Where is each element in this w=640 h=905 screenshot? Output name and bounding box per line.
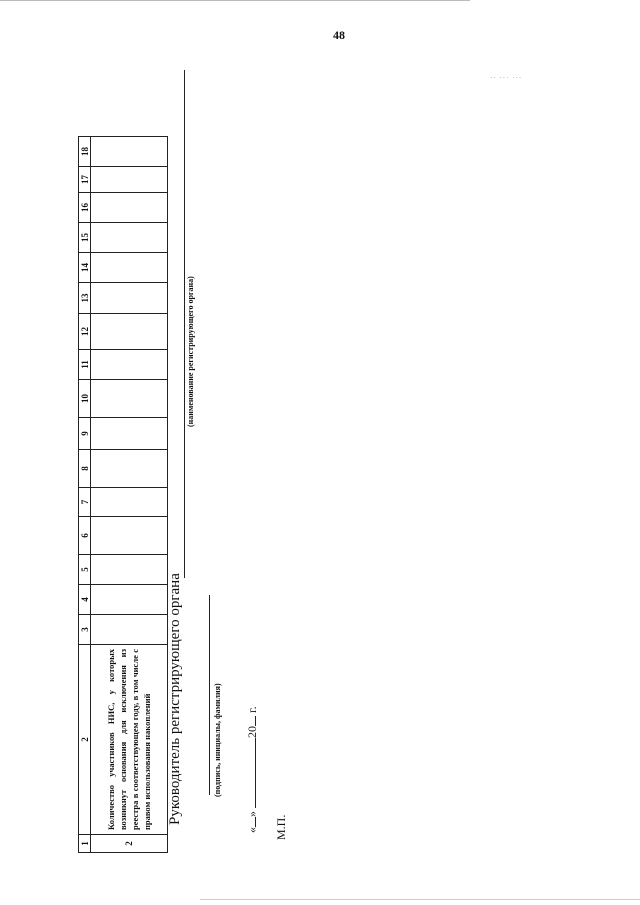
date-field (244, 706, 260, 833)
empty-cell[interactable] (91, 488, 168, 517)
empty-cell[interactable] (91, 450, 168, 488)
date-open-quote: « (245, 827, 259, 833)
table-header-row (79, 137, 91, 853)
seal-placeholder: М.П. (274, 814, 288, 840)
header-cell: 1 (79, 835, 91, 853)
empty-cell[interactable] (91, 137, 168, 167)
date-day-blank[interactable] (244, 817, 256, 827)
register-table (78, 136, 168, 853)
header-cell: 2 (79, 645, 91, 835)
header-cell: 4 (79, 585, 91, 615)
date-year-prefix: 20 (245, 726, 259, 738)
header-cell: 7 (79, 488, 91, 517)
empty-cell[interactable] (91, 585, 168, 615)
official-title: Руководитель регистрирующего органа (167, 573, 183, 825)
empty-cell[interactable] (91, 418, 168, 450)
header-cell: 13 (79, 283, 91, 314)
org-name-caption: (наименование регистрирующего органа) (186, 276, 195, 427)
header-cell: 16 (79, 193, 91, 223)
header-cell: 10 (79, 380, 91, 418)
empty-cell[interactable] (91, 253, 168, 283)
empty-cell[interactable] (91, 350, 168, 380)
row-description: Количество участников НИС, у которых возникнут основания для исключения из реестра в соответствующем году, в том числе с правом использования накоплений (91, 645, 168, 835)
empty-cell[interactable] (91, 167, 168, 193)
page-number: 48 (333, 28, 345, 42)
empty-cell[interactable] (91, 223, 168, 253)
header-cell: 8 (79, 450, 91, 488)
header-cell: 6 (79, 517, 91, 555)
header-cell: 9 (79, 418, 91, 450)
table-row (91, 137, 168, 853)
signature-line[interactable] (209, 595, 210, 795)
header-cell: 3 (79, 615, 91, 645)
empty-cell[interactable] (91, 555, 168, 585)
empty-cell[interactable] (91, 615, 168, 645)
scan-noise-mark: ·· ··· ··· (490, 74, 523, 82)
date-month-blank[interactable] (244, 738, 256, 808)
header-cell: 5 (79, 555, 91, 585)
header-cell: 18 (79, 137, 91, 167)
header-cell: 12 (79, 314, 91, 350)
header-cell: 11 (79, 350, 91, 380)
empty-cell[interactable] (91, 314, 168, 350)
empty-cell[interactable] (91, 517, 168, 555)
signature-caption: (подпись, инициалы, фамилия) (213, 683, 222, 797)
empty-cell[interactable] (91, 283, 168, 314)
header-cell: 17 (79, 167, 91, 193)
empty-cell[interactable] (91, 193, 168, 223)
empty-cell[interactable] (91, 380, 168, 418)
date-year-blank[interactable] (244, 716, 256, 726)
header-cell: 14 (79, 253, 91, 283)
date-close-quote: » (245, 811, 259, 817)
date-suffix: г. (245, 706, 259, 713)
row-number: 2 (91, 835, 168, 853)
header-cell: 15 (79, 223, 91, 253)
org-name-line[interactable] (184, 70, 185, 578)
